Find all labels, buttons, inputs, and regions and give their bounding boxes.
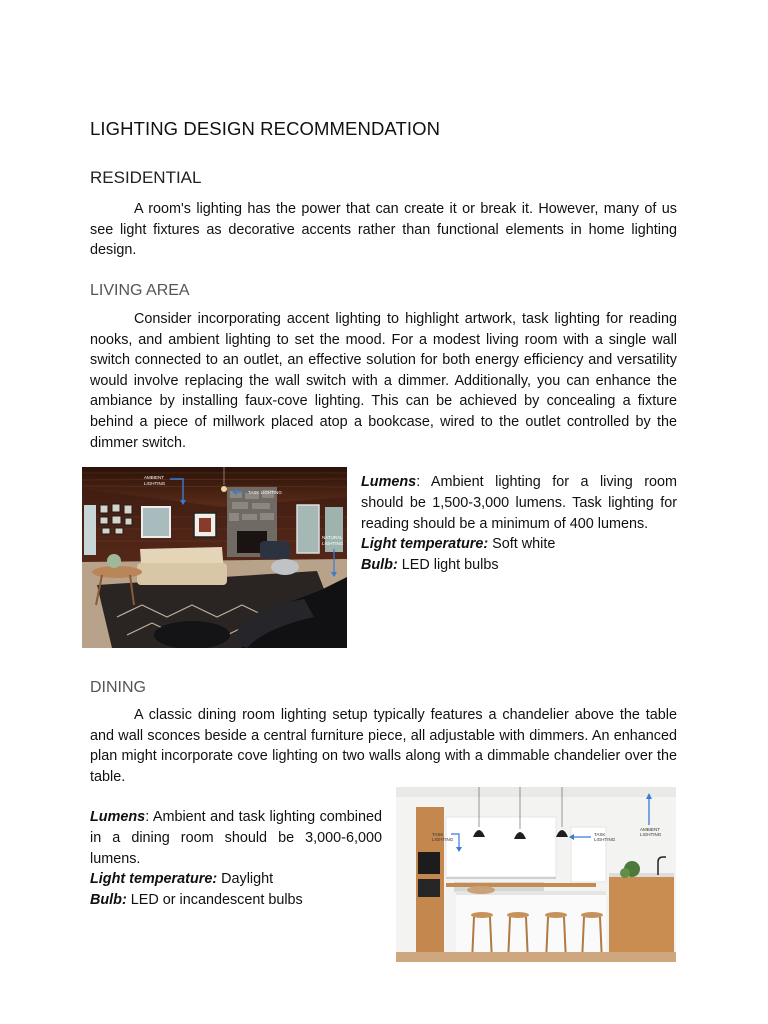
living-lumens-label: Lumens <box>361 474 417 490</box>
dining-photo-ambient-label-1: AMBIENT <box>640 827 661 832</box>
dining-lumens-line <box>90 807 382 869</box>
dining-temperature-line <box>90 869 382 890</box>
dining-heading: DINING <box>90 679 146 696</box>
intro-paragraph: A room's lighting has the power that can create it or break it. However, many of us see light fixtures as decorative accents rather than functional elements in home lighting design. <box>90 201 677 259</box>
living-lumens-text: : Ambient lighting for a living room should be 1,500-3,000 lumens. Task lighting for reading should be a minimum of 400 lumens. <box>361 474 677 532</box>
living-area-specs <box>361 472 677 576</box>
dining-temperature-value: Daylight <box>217 871 274 888</box>
living-bulb-label: Bulb: <box>361 557 398 574</box>
dining-temperature-label: Light temperature: <box>90 871 218 888</box>
dining-photo-task-left-label-1: TASK <box>432 832 444 837</box>
dining-photo-task-right-label-1: TASK <box>594 832 606 837</box>
dining-bulb-line <box>90 890 382 911</box>
living-photo-ambient-label-2: LIGHTING <box>144 481 166 486</box>
living-temperature-line <box>361 534 677 555</box>
living-temperature-label: Light temperature: <box>361 536 489 553</box>
dining-lumens-text: : Ambient and task lighting combined in a dining room should be 3,000-6,000 lumens. <box>90 809 382 867</box>
dining-lumens-label: Lumens <box>90 809 146 825</box>
living-photo-ambient-label-1: AMBIENT <box>144 475 165 480</box>
section-heading-residential: RESIDENTIAL <box>90 168 202 187</box>
living-lumens-line <box>361 472 677 534</box>
dining-photo-task-right-label-2: LIGHTING <box>594 837 616 842</box>
living-photo-natural-label-1: NATURAL <box>322 535 343 540</box>
dining-paragraph: A classic dining room lighting setup typically features a chandelier above the table and wall sconces beside a central furniture piece, all adjustable with dimmers. An enhanced plan might incorporate cove lighting on two walls along with a dimmable chandelier over the table. <box>90 707 677 785</box>
living-photo-task-label: TASK LIGHTING <box>248 490 282 495</box>
living-bulb-line <box>361 555 677 576</box>
living-area-paragraph: Consider incorporating accent lighting to highlight artwork, task lighting for reading nooks, and ambient lighting to set the mood. For a modest living room with a single wall switch connected to an outlet, an effective solution for both energy efficiency and versatility would involve replacing the wall switch with a dimmer. Additionally, you can enhance the ambiance by installing faux-cove lighting. This can be achieved by concealing a fixture behind a piece of millwork placed atop a bookcase, wired to the outlet controlled by the dimmer switch. <box>90 311 677 451</box>
dining-photo-ambient-label-2: LIGHTING <box>640 832 662 837</box>
living-room-photo <box>82 467 347 648</box>
document-title: LIGHTING DESIGN RECOMMENDATION <box>90 118 441 139</box>
living-bulb-value: LED light bulbs <box>397 557 499 574</box>
living-photo-natural-label-2: LIGHTING <box>322 541 344 546</box>
living-area-heading: LIVING AREA <box>90 282 190 299</box>
dining-kitchen-photo <box>396 787 676 962</box>
dining-bulb-label: Bulb: <box>90 892 127 909</box>
dining-photo-task-left-label-2: LIGHTING <box>432 837 454 842</box>
dining-bulb-value: LED or incandescent bulbs <box>126 892 303 909</box>
living-temperature-value: Soft white <box>488 536 556 553</box>
dining-specs <box>90 807 382 911</box>
